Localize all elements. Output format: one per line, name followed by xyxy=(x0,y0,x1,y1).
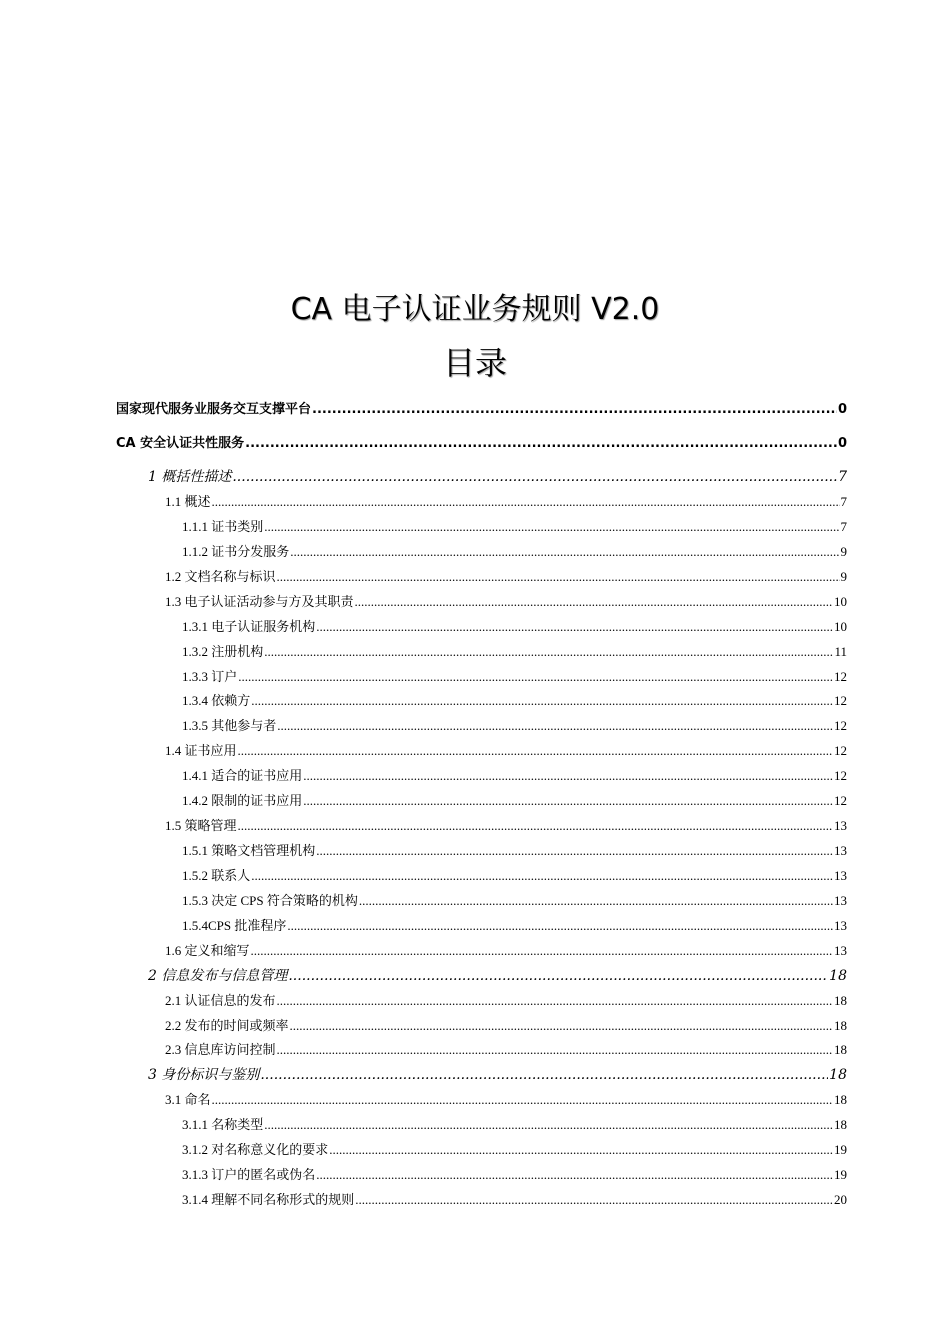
toc-entry-label: 1.5.2 联系人 xyxy=(182,867,251,883)
toc-entry[interactable] xyxy=(182,1114,847,1133)
toc-entry-label: 1.2 文档名称与标识 xyxy=(165,568,276,584)
toc-entry-label: 1.4 证书应用 xyxy=(165,743,237,759)
toc-dot-leader xyxy=(290,1018,833,1034)
toc-entry[interactable] xyxy=(165,1015,847,1034)
toc-dot-leader xyxy=(359,893,833,909)
toc-entry[interactable] xyxy=(165,491,847,510)
toc-entry-label: 1.4.2 限制的证书应用 xyxy=(182,793,303,809)
toc-entry-page-number: 18 xyxy=(829,967,847,984)
document-title: CA 电子认证业务规则 V2.0 xyxy=(290,292,660,327)
toc-dot-leader xyxy=(288,968,828,984)
toc-dot-leader xyxy=(277,718,833,734)
toc-entry-page-number: 12 xyxy=(834,793,847,809)
toc-dot-leader xyxy=(303,793,833,809)
toc-entry-label: 1 概括性描述 xyxy=(148,469,232,485)
toc-entry-label: 1.3.1 电子认证服务机构 xyxy=(182,618,316,634)
toc-entry-page-number: 13 xyxy=(834,942,847,958)
toc-entry[interactable] xyxy=(116,398,847,417)
toc-dot-leader xyxy=(277,569,840,585)
toc-entry-label: 3.1.2 对名称意义化的要求 xyxy=(182,1142,329,1158)
toc-entry-label: 1.4.1 适合的证书应用 xyxy=(182,768,303,784)
toc-entry-page-number: 18 xyxy=(834,1117,847,1133)
toc-entry[interactable] xyxy=(165,566,847,585)
toc-entry-page-number: 13 xyxy=(834,818,847,834)
toc-entry-label: 2.3 信息库访问控制 xyxy=(165,1042,276,1058)
toc-entry-page-number: 12 xyxy=(834,718,847,734)
toc-dot-leader xyxy=(303,768,833,784)
toc-entry[interactable] xyxy=(165,740,847,759)
toc-entry-label: 1.5.1 策略文档管理机构 xyxy=(182,843,316,859)
toc-entry[interactable] xyxy=(165,815,847,834)
toc-dot-leader xyxy=(238,669,833,685)
toc-entry-page-number: 10 xyxy=(834,593,847,609)
toc-dot-leader xyxy=(329,1142,833,1158)
toc-entry-page-number: 13 xyxy=(834,867,847,883)
toc-dot-leader xyxy=(251,868,833,884)
toc-entry-label: 2.1 认证信息的发布 xyxy=(165,992,276,1008)
toc-entry-page-number: 20 xyxy=(834,1192,847,1208)
toc-dot-leader xyxy=(355,594,833,610)
toc-entry-label: 1.1.2 证书分发服务 xyxy=(182,543,290,559)
toc-entry[interactable] xyxy=(182,890,847,909)
toc-entry-page-number: 12 xyxy=(834,693,847,709)
toc-entry-label: 1.5 策略管理 xyxy=(165,818,237,834)
toc-entry-label: 1.3.3 订户 xyxy=(182,668,238,684)
toc-dot-leader xyxy=(212,1092,833,1108)
toc-entry-label: 1.3 电子认证活动参与方及其职责 xyxy=(165,593,354,609)
toc-entry[interactable] xyxy=(165,940,847,959)
toc-entry-page-number: 13 xyxy=(834,892,847,908)
toc-entry-label: 1.3.4 依赖方 xyxy=(182,693,251,709)
toc-dot-leader xyxy=(232,469,837,485)
toc-dot-leader xyxy=(316,619,833,635)
toc-entry-page-number: 13 xyxy=(834,917,847,933)
toc-dot-leader xyxy=(264,519,839,535)
toc-dot-leader xyxy=(277,993,833,1009)
toc-dot-leader xyxy=(290,544,839,560)
toc-entry-page-number: 7 xyxy=(840,494,847,509)
toc-entry[interactable] xyxy=(182,516,847,535)
toc-entry-page-number: 9 xyxy=(840,568,847,584)
toc-dot-leader xyxy=(264,1117,833,1133)
toc-entry[interactable] xyxy=(116,432,847,451)
toc-entry-label: CA 安全认证共性服务 xyxy=(116,436,245,451)
toc-entry[interactable] xyxy=(182,765,847,784)
toc-dot-leader xyxy=(287,918,833,934)
toc-entry[interactable] xyxy=(182,915,847,934)
toc-dot-leader xyxy=(260,1067,828,1083)
toc-entry-page-number: 12 xyxy=(834,668,847,684)
toc-entry-label: 2 信息发布与信息管理 xyxy=(148,967,288,984)
toc-entry-page-number: 7 xyxy=(840,518,847,534)
toc-entry[interactable] xyxy=(182,715,847,734)
toc-entry[interactable] xyxy=(182,541,847,560)
toc-entry-label: 3 身份标识与鉴别 xyxy=(148,1067,260,1084)
toc-dot-leader xyxy=(212,494,840,510)
toc-entry-label: 3.1.4 理解不同名称形式的规则 xyxy=(182,1192,355,1208)
toc-entry-label: 国家现代服务业服务交互支撑平台 xyxy=(116,402,312,417)
toc-dot-leader xyxy=(264,644,833,660)
toc-entry-page-number: 9 xyxy=(840,543,847,559)
toc-entry-label: 1.5.3 决定 CPS 符合策略的机构 xyxy=(182,892,358,908)
toc-entry[interactable] xyxy=(148,466,847,486)
toc-entry-label: 3.1.1 名称类型 xyxy=(182,1117,264,1133)
toc-entry-page-number: 18 xyxy=(834,1092,847,1108)
toc-dot-leader xyxy=(355,1192,833,1208)
toc-entry-label: 1.3.5 其他参与者 xyxy=(182,718,277,734)
toc-entry[interactable] xyxy=(182,1139,847,1158)
toc-entry[interactable] xyxy=(165,990,847,1009)
toc-entry-label: 1.5.4CPS 批准程序 xyxy=(182,917,287,933)
toc-entry-page-number: 19 xyxy=(834,1142,847,1158)
toc-dot-leader xyxy=(245,436,837,451)
toc-entry[interactable] xyxy=(182,690,847,709)
toc-entry[interactable] xyxy=(165,591,847,610)
toc-entry-label: 3.1 命名 xyxy=(165,1092,211,1108)
toc-entry-page-number: 0 xyxy=(837,402,847,417)
toc-entry-label: 1.1 概述 xyxy=(165,494,211,509)
toc-entry-page-number: 11 xyxy=(834,643,847,659)
toc-dot-leader xyxy=(316,843,833,859)
toc-dot-leader xyxy=(277,1042,833,1058)
toc-dot-leader xyxy=(312,402,837,417)
toc-entry[interactable] xyxy=(148,1064,847,1084)
toc-entry-label: 2.2 发布的时间或频率 xyxy=(165,1017,289,1033)
toc-entry-page-number: 18 xyxy=(834,992,847,1008)
toc-entry[interactable] xyxy=(182,865,847,884)
toc-dot-leader xyxy=(238,743,833,759)
toc-entry-page-number: 7 xyxy=(838,469,847,485)
toc-heading: 目录 xyxy=(442,344,507,382)
toc-entry[interactable] xyxy=(182,840,847,859)
toc-entry-label: 1.3.2 注册机构 xyxy=(182,643,264,659)
toc-entry[interactable] xyxy=(165,1039,847,1058)
toc-entry-page-number: 13 xyxy=(834,843,847,859)
toc-entry[interactable] xyxy=(182,666,847,685)
toc-entry-page-number: 18 xyxy=(834,1017,847,1033)
toc-entry-page-number: 12 xyxy=(834,743,847,759)
toc-dot-leader xyxy=(251,693,833,709)
toc-entry[interactable] xyxy=(182,1189,847,1208)
toc-entry[interactable] xyxy=(182,641,847,660)
toc-entry[interactable] xyxy=(182,616,847,635)
toc-entry-page-number: 0 xyxy=(837,436,847,451)
toc-entry-label: 3.1.3 订户的匿名或伪名 xyxy=(182,1167,316,1183)
toc-entry[interactable] xyxy=(165,1089,847,1108)
toc-entry-page-number: 10 xyxy=(834,618,847,634)
toc-entry-label: 1.1.1 证书类别 xyxy=(182,518,264,534)
toc-entry-page-number: 18 xyxy=(834,1042,847,1058)
toc-entry[interactable] xyxy=(182,790,847,809)
toc-entry-page-number: 19 xyxy=(834,1167,847,1183)
toc-entry[interactable] xyxy=(148,965,847,985)
toc-entry[interactable] xyxy=(182,1164,847,1183)
toc-dot-leader xyxy=(251,943,833,959)
toc-dot-leader xyxy=(238,818,833,834)
toc-dot-leader xyxy=(316,1167,833,1183)
toc-entry-page-number: 12 xyxy=(834,768,847,784)
toc-entry-page-number: 18 xyxy=(829,1067,847,1084)
toc-entry-label: 1.6 定义和缩写 xyxy=(165,942,250,958)
